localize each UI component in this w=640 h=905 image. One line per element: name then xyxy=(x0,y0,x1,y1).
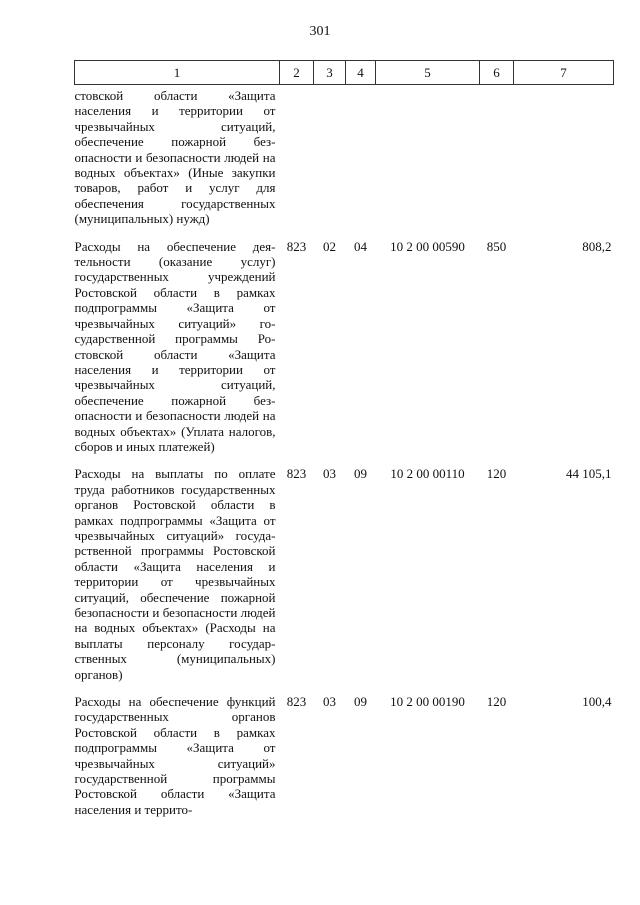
row-cell-col6: 120 xyxy=(486,466,507,482)
row-cell-col3 xyxy=(314,85,346,227)
row-cell-col6 xyxy=(480,85,514,227)
table-row xyxy=(75,454,614,682)
row-cell-col7: 808,2 xyxy=(582,238,612,254)
row-cell-col5: 10 2 00 00590 xyxy=(390,238,465,254)
row-cell-col5: 10 2 00 00110 xyxy=(390,466,465,482)
budget-table xyxy=(74,60,614,817)
table-row xyxy=(75,682,614,817)
row-cell-col4: 04 xyxy=(354,238,367,254)
table-row xyxy=(75,85,614,227)
row-cell-col5 xyxy=(376,85,480,227)
row-description: Расходы на обеспечение деятельности (оказание услуг) государственных учреждений Ростовской области в рамках подпрограммы «Защита от чрезвычайных ситуаций» государственной программы Ростовской области «Защита населения и территории от чрезвычайных ситуаций, обеспечение пожарной безопасности и безопасности людей на водных объектах» (Уплата налогов, сборов и иных платежей) xyxy=(74,238,276,454)
row-cell-col4: 09 xyxy=(354,466,367,482)
row-cell-col7: 100,4 xyxy=(582,694,612,710)
row-description: Расходы на выплаты по оплате труда работников государственных органов Ростовской области в рамках подпрограммы «Защита от чрезвычайных ситуаций» государственной программы Ростовской области «Защита населения и территории от чрезвычайных ситуаций, обеспечение пожарной безопасности и безопасности людей на водных объектах» (Расходы на выплаты персоналу государственных (муниципальных) органов) xyxy=(74,466,276,682)
table-header-row xyxy=(75,61,614,85)
row-cell-col3: 03 xyxy=(323,466,336,482)
column-header-3: 3 xyxy=(314,61,346,85)
row-description: стовской области «Защита населения и территории от чрезвычайных ситуаций, обеспечение пожарной безопасности и безопасности людей на водных объектах» (Иные закупки товаров, работ и услуг для обеспечения государственных (муниципальных) нужд) xyxy=(74,88,276,227)
column-header-2: 2 xyxy=(280,61,314,85)
row-description: Расходы на обеспечение функций государственных органов Ростовской области в рамках подпрограммы «Защита от чрезвычайных ситуаций» государственной программы Ростовской области «Защита населения и террито- xyxy=(74,694,276,817)
row-cell-col7: 44 105,1 xyxy=(566,466,612,482)
page-number: 301 xyxy=(309,24,331,39)
row-cell-col2: 823 xyxy=(286,238,307,254)
row-cell-col7 xyxy=(514,85,614,227)
column-header-1: 1 xyxy=(75,61,280,85)
column-header-4: 4 xyxy=(346,61,376,85)
table-row xyxy=(75,227,614,455)
column-header-7: 7 xyxy=(514,61,614,85)
row-cell-col2: 823 xyxy=(286,694,307,710)
column-header-5: 5 xyxy=(376,61,480,85)
row-cell-col3: 02 xyxy=(323,238,336,254)
column-header-6: 6 xyxy=(480,61,514,85)
row-cell-col2 xyxy=(280,85,314,227)
row-cell-col6: 120 xyxy=(486,694,507,710)
row-cell-col6: 850 xyxy=(486,238,507,254)
row-cell-col3: 03 xyxy=(323,694,336,710)
row-cell-col5: 10 2 00 00190 xyxy=(390,694,465,710)
row-cell-col4: 09 xyxy=(354,694,367,710)
row-cell-col4 xyxy=(346,85,376,227)
row-cell-col2: 823 xyxy=(286,466,307,482)
